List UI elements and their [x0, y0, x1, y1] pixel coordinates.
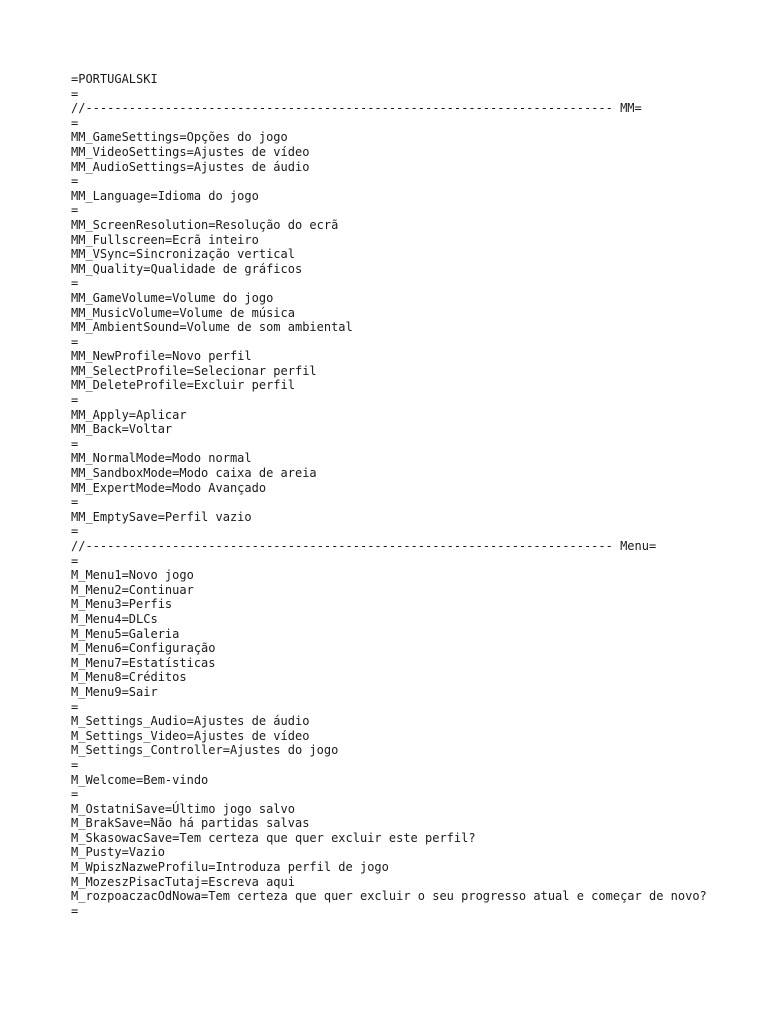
text-line: M_Menu8=Créditos [71, 670, 187, 685]
text-line: M_BrakSave=Não há partidas salvas [71, 816, 310, 831]
text-line: MM_Apply=Aplicar [71, 407, 187, 422]
text-line: MM_DeleteProfile=Excluir perfil [71, 378, 295, 393]
text-line: MM_NormalMode=Modo normal [71, 451, 252, 466]
text-line: MM_VSync=Sincronização vertical [71, 247, 295, 262]
document-text [71, 72, 711, 918]
text-line: = [71, 86, 79, 101]
text-line: MM_GameVolume=Volume do jogo [71, 290, 274, 305]
text-line: M_Menu2=Continuar [71, 582, 194, 597]
text-line: //------------------------------------------------------------------------- Menu= [71, 539, 657, 553]
text-line: MM_AmbientSound=Volume de som ambiental [71, 320, 353, 335]
text-line: M_Settings_Controller=Ajustes do jogo [71, 743, 339, 758]
text-line: MM_Fullscreen=Ecrã inteiro [71, 232, 259, 247]
text-line: MM_ExpertMode=Modo Avançado [71, 480, 267, 495]
text-line: = [71, 495, 79, 510]
text-line: = [71, 524, 79, 539]
text-line: =PORTUGALSKI [71, 72, 158, 86]
text-line: = [71, 276, 79, 291]
text-line: MM_Back=Voltar [71, 422, 173, 437]
text-line: M_Welcome=Bem-vindo [71, 772, 209, 787]
text-line: M_Settings_Video=Ajustes de vídeo [71, 728, 310, 743]
text-line: M_OstatniSave=Último jogo salvo [71, 801, 295, 816]
text-line: = [71, 553, 79, 568]
text-line: = [71, 393, 79, 408]
text-line: M_Pusty=Vazio [71, 845, 165, 860]
text-line: M_SkasowacSave=Tem certeza que quer excluir este perfil? [71, 830, 476, 845]
text-line: MM_Language=Idioma do jogo [71, 188, 259, 203]
text-line: M_MozeszPisacTutaj=Escreva aqui [71, 874, 295, 889]
text-line: MM_AudioSettings=Ajustes de áudio [71, 159, 310, 174]
text-line: MM_ScreenResolution=Resolução do ecrã [71, 217, 339, 232]
text-line: MM_VideoSettings=Ajustes de vídeo [71, 144, 310, 159]
text-line: M_Menu6=Configuração [71, 641, 216, 656]
text-line: M_rozpoaczacOdNowa=Tem certeza que quer excluir o seu progresso atual e começar de novo? [71, 889, 707, 904]
text-line: MM_Quality=Qualidade de gráficos [71, 261, 303, 276]
text-line: M_Menu7=Estatísticas [71, 655, 216, 670]
text-line: = [71, 757, 79, 772]
text-line: M_Menu9=Sair [71, 684, 158, 699]
text-line: = [71, 903, 79, 918]
text-line: MM_SelectProfile=Selecionar perfil [71, 363, 317, 378]
text-line: M_WpiszNazweProfilu=Introduza perfil de jogo [71, 860, 389, 875]
text-line: = [71, 699, 79, 714]
text-line: = [71, 174, 79, 189]
text-line: M_Menu5=Galeria [71, 626, 180, 641]
text-line: = [71, 787, 79, 802]
text-line: M_Menu4=DLCs [71, 611, 158, 626]
text-line: M_Settings_Audio=Ajustes de áudio [71, 714, 310, 729]
text-line: MM_SandboxMode=Modo caixa de areia [71, 466, 317, 481]
text-line: = [71, 436, 79, 451]
text-line: MM_NewProfile=Novo perfil [71, 349, 252, 364]
text-line: MM_EmptySave=Perfil vazio [71, 509, 252, 524]
text-line: //------------------------------------------------------------------------- MM= [71, 101, 642, 116]
text-line: M_Menu1=Novo jogo [71, 568, 194, 583]
text-line: = [71, 203, 79, 218]
text-line: = [71, 334, 79, 349]
text-line: = [71, 115, 79, 130]
text-line: MM_MusicVolume=Volume de música [71, 305, 295, 320]
text-line: MM_GameSettings=Opções do jogo [71, 130, 288, 145]
text-line: M_Menu3=Perfis [71, 597, 173, 612]
